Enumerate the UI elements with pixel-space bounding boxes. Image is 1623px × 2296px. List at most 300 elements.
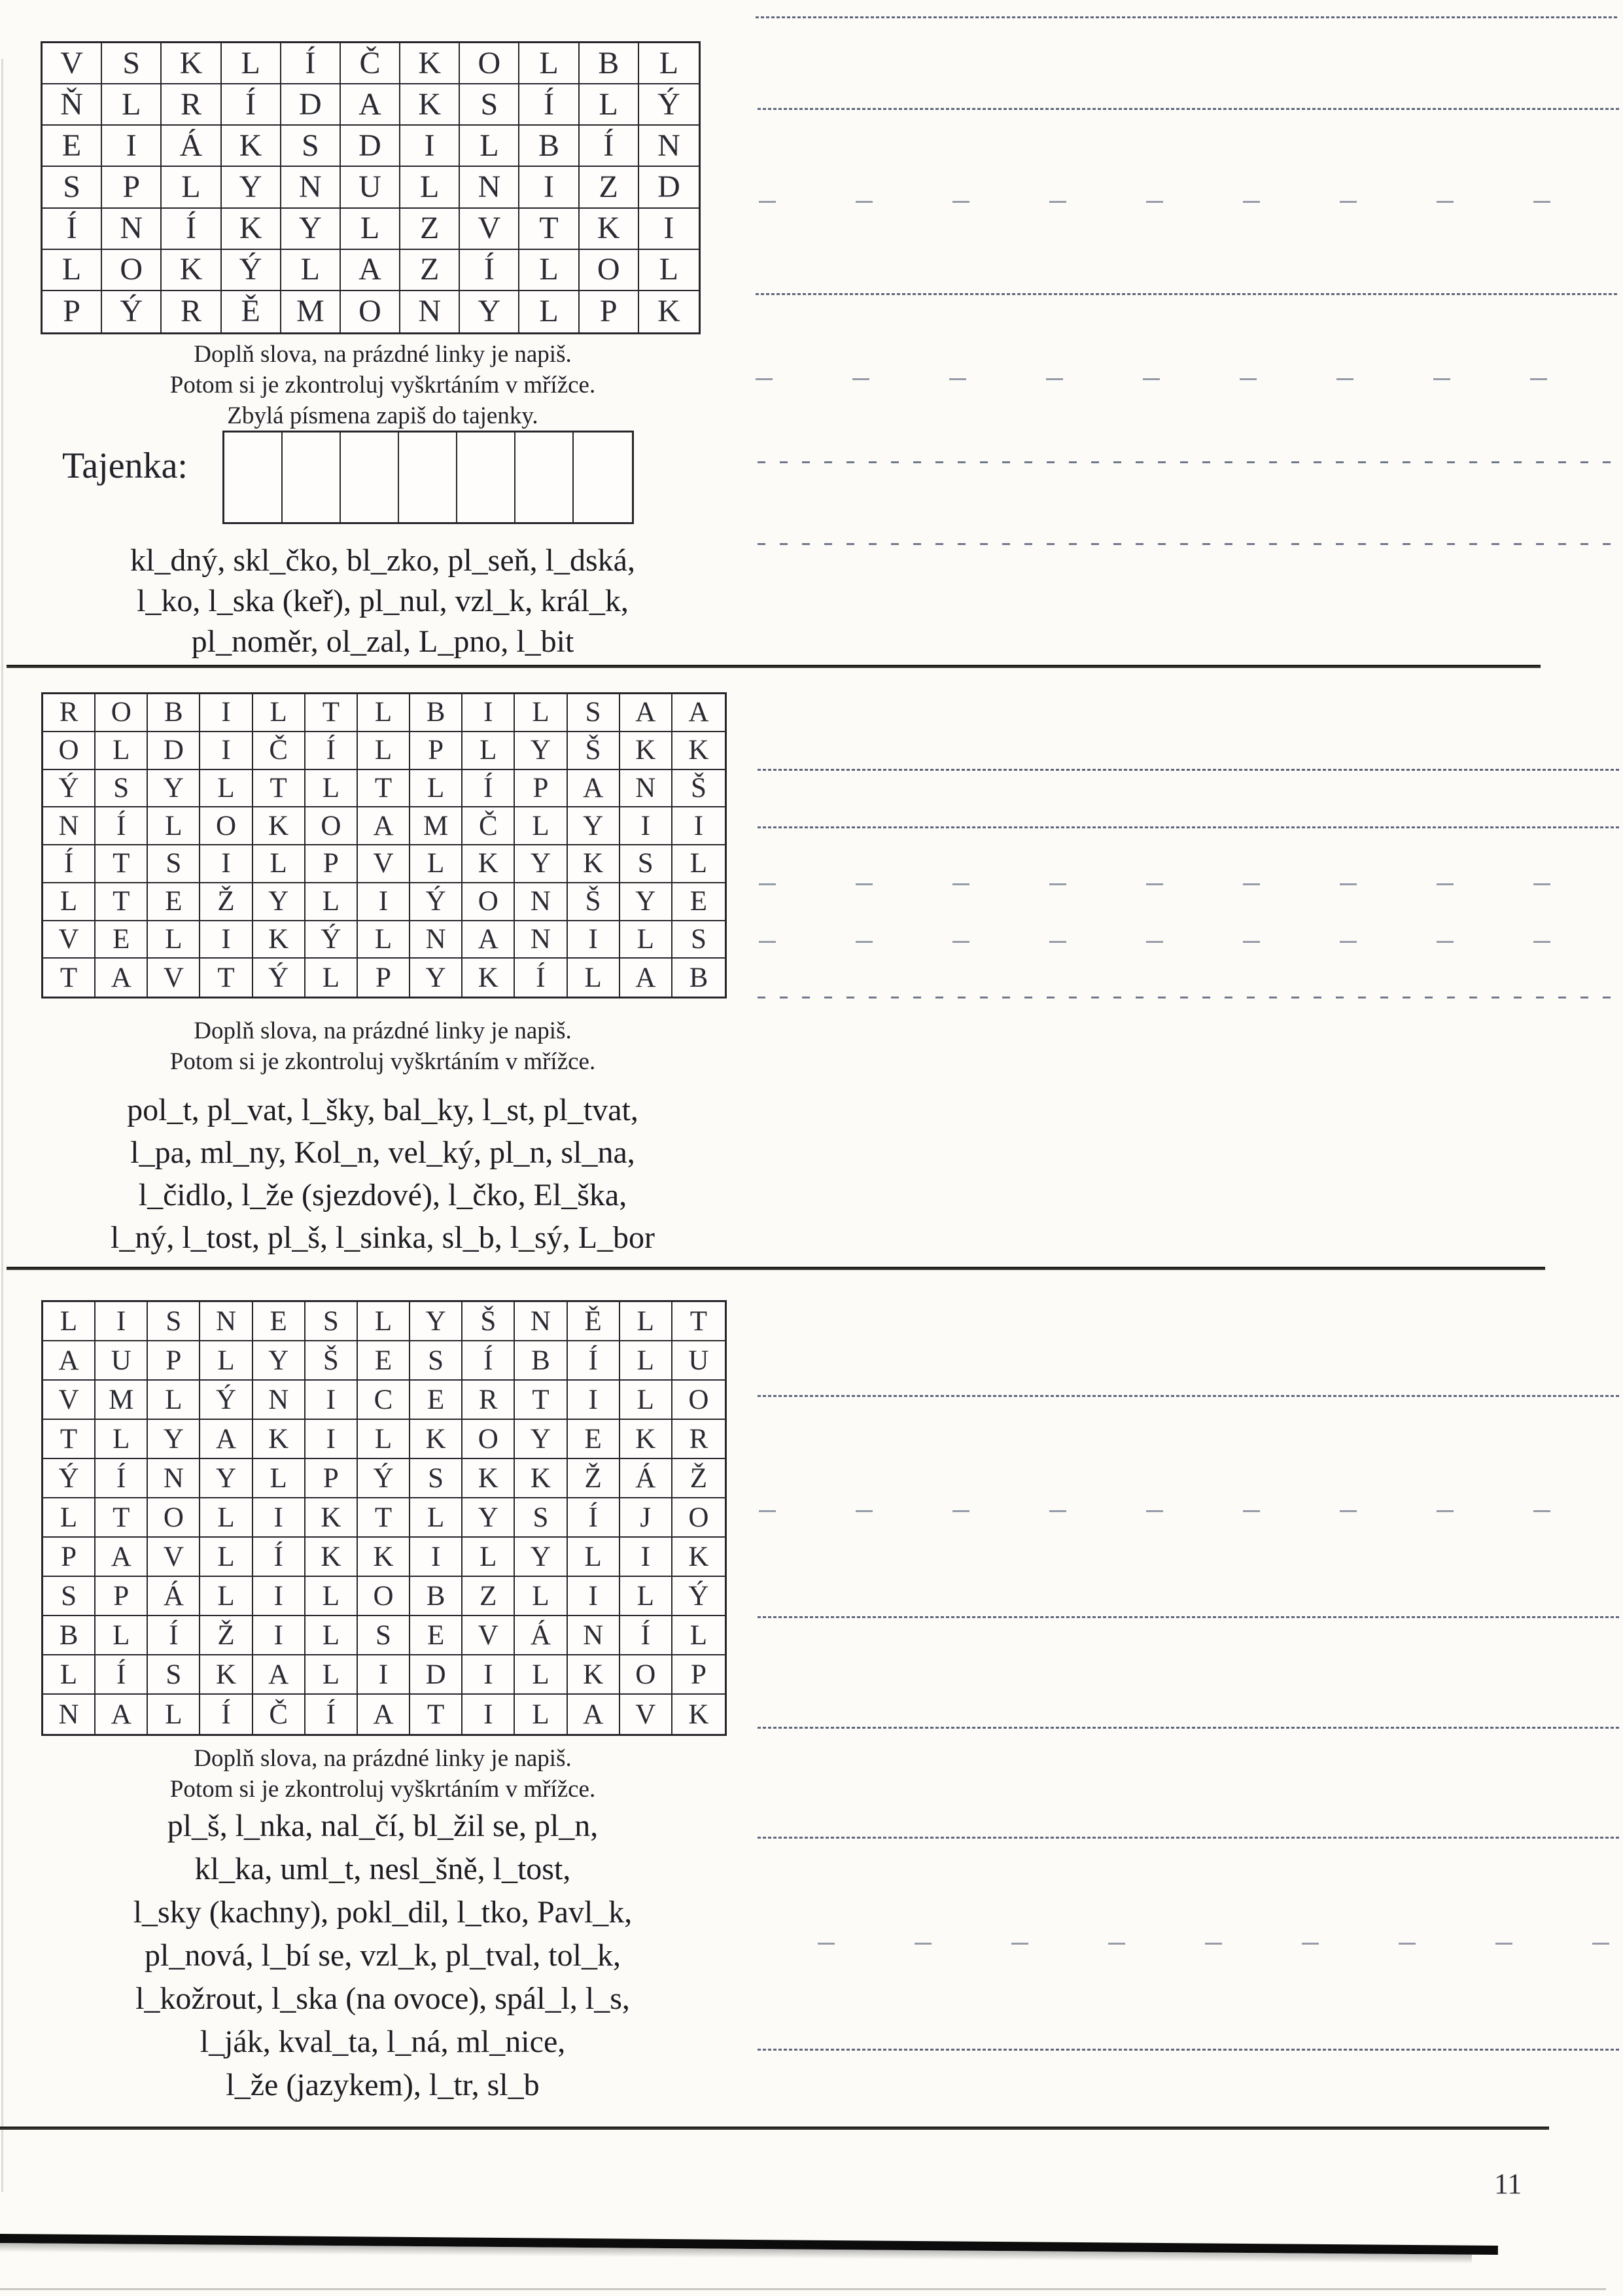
ruled-line — [758, 1727, 1621, 1729]
grid-cell: Á — [515, 1616, 567, 1655]
grid-cell: S — [358, 1616, 410, 1655]
grid-cell: K — [620, 732, 672, 770]
grid-cell: A — [341, 84, 400, 126]
grid-cell: V — [43, 921, 96, 959]
word-list-3 — [20, 1805, 746, 2107]
grid-cell: T — [43, 1420, 96, 1459]
grid-cell: L — [200, 1498, 253, 1538]
grid-cell: I — [200, 732, 253, 770]
grid-cell: L — [96, 1420, 148, 1459]
grid-cell: I — [568, 921, 620, 959]
instruction-line: Doplň slova, na prázdné linky je napiš. — [194, 1017, 572, 1044]
grid-cell: Í — [96, 1459, 148, 1498]
grid-cell: Ý — [43, 1459, 96, 1498]
word-list-line: kl_dný, skl_čko, bl_zko, pl_seň, l_dská, — [130, 543, 635, 578]
grid-cell: Y — [462, 1498, 515, 1538]
grid-cell: Č — [462, 807, 515, 845]
grid-cell: I — [358, 883, 410, 921]
grid-cell: T — [43, 959, 96, 997]
grid-cell: N — [410, 921, 462, 959]
grid-cell: L — [410, 845, 462, 883]
grid-cell: S — [148, 1655, 200, 1695]
grid-cell: L — [341, 209, 400, 250]
grid-cell: S — [43, 1577, 96, 1616]
grid-cell: L — [515, 1695, 567, 1734]
grid-cell: J — [620, 1498, 672, 1538]
grid-cell: A — [358, 1695, 410, 1734]
grid-cell: Í — [305, 732, 358, 770]
grid-cell: Í — [519, 84, 579, 126]
grid-cell: L — [281, 250, 341, 291]
grid-cell: A — [568, 1695, 620, 1734]
grid-cell: Ý — [410, 883, 462, 921]
grid-cell: P — [96, 1577, 148, 1616]
grid-cell: K — [688, 1699, 709, 1730]
word-list-line: l_ko, l_ska (keř), pl_nul, vzl_k, král_k, — [137, 584, 629, 618]
tajenka-cell — [457, 433, 515, 522]
grid-cell: L — [519, 250, 579, 291]
grid-cell: Í — [148, 1616, 200, 1655]
grid-cell: T — [305, 694, 358, 732]
grid-cell: L — [620, 1302, 672, 1341]
grid-cell: O — [200, 807, 253, 845]
grid-cell: O — [102, 250, 162, 291]
grid-cell: R — [43, 694, 96, 732]
grid-cell: V — [148, 1538, 200, 1577]
grid-cell: K — [568, 1655, 620, 1695]
grid-cell: L — [305, 883, 358, 921]
grid-cell: I — [102, 126, 162, 167]
grid-cell: I — [200, 694, 253, 732]
instruction-line: Potom si je zkontroluj vyškrtáním v mřížce. — [169, 1776, 596, 1803]
grid-cell: Š — [305, 1341, 358, 1381]
grid-cell: Ý — [102, 291, 162, 332]
grid-cell: N — [400, 291, 460, 332]
grid-cell: L — [200, 1577, 253, 1616]
grid-cell: Ý — [672, 1577, 725, 1616]
grid-cell: N — [568, 1616, 620, 1655]
grid-cell: T — [358, 770, 410, 808]
grid-cell: L — [620, 1381, 672, 1420]
grid-cell: L — [43, 1498, 96, 1538]
grid-cell: K — [222, 209, 281, 250]
grid-cell: L — [400, 167, 460, 208]
grid-cell: P — [43, 291, 102, 332]
grid-cell: I — [400, 126, 460, 167]
grid-cell: Í — [568, 1498, 620, 1538]
grid-cell: N — [515, 883, 567, 921]
grid-cell: S — [281, 126, 341, 167]
ruled-line — [758, 108, 1621, 110]
ruled-line — [758, 826, 1621, 828]
grid-cell: O — [358, 1577, 410, 1616]
grid-cell: S — [305, 1302, 358, 1341]
grid-cell: V — [148, 959, 200, 997]
grid-cell: V — [358, 845, 410, 883]
grid-cell: I — [305, 1381, 358, 1420]
grid-cell: Í — [460, 250, 519, 291]
instruction-line: Doplň slova, na prázdné linky je napiš. — [194, 1745, 572, 1772]
grid-cell: S — [620, 845, 672, 883]
grid-cell: Z — [580, 167, 639, 208]
ruled-line — [758, 1395, 1621, 1397]
grid-cell: T — [410, 1695, 462, 1734]
ruled-line — [759, 883, 1616, 885]
grid-cell: E — [43, 126, 102, 167]
grid-cell: S — [148, 1302, 200, 1341]
grid-cell: L — [410, 1498, 462, 1538]
grid-cell: Ý — [305, 921, 358, 959]
word-list-line: l_čidlo, l_že (sjezdové), l_čko, El_ška, — [138, 1178, 627, 1212]
grid-cell: Ý — [43, 770, 96, 808]
grid-cell: Í — [96, 807, 148, 845]
grid-cell: N — [460, 167, 519, 208]
grid-cell: D — [639, 167, 699, 208]
grid-cell: K — [400, 84, 460, 126]
grid-cell: M — [410, 807, 462, 845]
grid-cell: L — [43, 1302, 96, 1341]
grid-cell: L — [410, 770, 462, 808]
grid-cell: I — [358, 1655, 410, 1695]
grid-cell: L — [96, 732, 148, 770]
grid-cell: K — [358, 1538, 410, 1577]
grid-cell: Y — [568, 807, 620, 845]
grid-cell: N — [281, 167, 341, 208]
grid-cell: L — [305, 959, 358, 997]
grid-cell: N — [43, 807, 96, 845]
word-list-line: kl_ka, uml_t, nesl_šně, l_tost, — [194, 1852, 571, 1886]
grid-cell: L — [358, 1420, 410, 1459]
grid-cell: Í — [43, 209, 102, 250]
grid-cell: D — [341, 126, 400, 167]
grid-cell: T — [515, 1381, 567, 1420]
grid-cell: N — [515, 921, 567, 959]
grid-cell: L — [253, 694, 305, 732]
grid-cell: Á — [148, 1577, 200, 1616]
grid-cell: Í — [253, 1538, 305, 1577]
grid-cell: Y — [253, 883, 305, 921]
grid-cell: Y — [410, 959, 462, 997]
grid-cell: S — [410, 1341, 462, 1381]
grid-cell: Y — [148, 770, 200, 808]
grid-cell: P — [148, 1341, 200, 1381]
grid-cell: O — [620, 1655, 672, 1695]
grid-cell: O — [341, 291, 400, 332]
word-list-line: l_kožrout, l_ska (na ovoce), spál_l, l_s, — [135, 1981, 630, 2016]
grid-cell: Y — [253, 1341, 305, 1381]
grid-cell: Í — [462, 770, 515, 808]
grid-cell: K — [620, 1420, 672, 1459]
ruled-line — [759, 201, 1616, 203]
grid-cell: B — [580, 43, 639, 84]
grid-cell: Y — [515, 1538, 567, 1577]
grid-cell: U — [341, 167, 400, 208]
grid-cell: Á — [620, 1459, 672, 1498]
grid-cell: A — [358, 807, 410, 845]
section-divider — [0, 2127, 1549, 2130]
tajenka-cell — [574, 433, 632, 522]
grid-cell: I — [568, 1577, 620, 1616]
grid-cell: L — [305, 1655, 358, 1695]
grid-cell: I — [200, 921, 253, 959]
grid-cell: S — [410, 1459, 462, 1498]
grid-cell: L — [568, 1538, 620, 1577]
grid-cell: V — [43, 43, 102, 84]
grid-cell: Š — [568, 732, 620, 770]
grid-cell: L — [305, 1577, 358, 1616]
word-list-line: pl_š, l_nka, nal_čí, bl_žil se, pl_n, — [167, 1809, 599, 1843]
grid-cell: R — [162, 84, 221, 126]
grid-cell: M — [96, 1381, 148, 1420]
grid-cell: T — [672, 1302, 725, 1341]
grid-cell: A — [43, 1341, 96, 1381]
grid-cell: E — [672, 883, 725, 921]
grid-cell: L — [358, 921, 410, 959]
word-list-line: l_že (jazykem), l_tr, sl_b — [226, 2068, 540, 2102]
grid-cell: S — [672, 921, 725, 959]
section-divider — [7, 1267, 1545, 1270]
grid-cell: L — [358, 732, 410, 770]
grid-cell: L — [358, 1302, 410, 1341]
grid-cell: Í — [200, 1695, 253, 1734]
grid-cell: T — [96, 1498, 148, 1538]
grid-cell: L — [253, 845, 305, 883]
grid-cell: L — [519, 291, 579, 332]
letter-grid-3 — [41, 1300, 727, 1736]
grid-cell: L — [43, 883, 96, 921]
grid-cell: L — [620, 1577, 672, 1616]
grid-cell: L — [462, 732, 515, 770]
grid-cell: I — [568, 1381, 620, 1420]
grid-cell: S — [43, 167, 102, 208]
grid-cell: S — [515, 1498, 567, 1538]
grid-cell: K — [253, 921, 305, 959]
grid-cell: Y — [460, 291, 519, 332]
grid-cell: N — [43, 1695, 96, 1734]
word-list-line: l_ný, l_tost, pl_š, l_sinka, sl_b, l_sý, L_bor — [110, 1220, 655, 1255]
grid-cell: Á — [162, 126, 221, 167]
grid-cell: O — [148, 1498, 200, 1538]
grid-cell: K — [410, 1420, 462, 1459]
grid-cell: Z — [462, 1577, 515, 1616]
grid-cell: K — [162, 43, 221, 84]
grid-cell: N — [102, 209, 162, 250]
grid-cell: Í — [96, 1655, 148, 1695]
grid-cell: Í — [580, 126, 639, 167]
grid-cell: P — [305, 1459, 358, 1498]
tajenka-cell — [399, 433, 457, 522]
section-divider — [7, 665, 1541, 668]
grid-cell: Č — [341, 43, 400, 84]
grid-cell: Č — [253, 732, 305, 770]
ruled-line — [758, 1837, 1621, 1839]
ruled-line — [759, 941, 1616, 943]
grid-cell: B — [689, 962, 708, 993]
grid-cell: I — [620, 807, 672, 845]
grid-cell: Y — [200, 1459, 253, 1498]
grid-cell: L — [639, 250, 699, 291]
grid-cell: P — [410, 732, 462, 770]
grid-cell: E — [568, 1420, 620, 1459]
grid-cell: T — [253, 770, 305, 808]
tajenka-cell — [224, 433, 283, 522]
grid-cell: I — [462, 1655, 515, 1695]
grid-cell: K — [568, 845, 620, 883]
grid-cell: L — [515, 694, 567, 732]
word-list-line: l_sky (kachny), pokl_dil, l_tko, Pavl_k, — [133, 1895, 633, 1930]
grid-cell: I — [96, 1302, 148, 1341]
grid-cell: K — [672, 732, 725, 770]
grid-cell: O — [305, 807, 358, 845]
grid-cell: L — [222, 43, 281, 84]
grid-cell: A — [96, 959, 148, 997]
grid-cell: Í — [43, 845, 96, 883]
grid-cell: L — [515, 1577, 567, 1616]
grid-cell: K — [305, 1498, 358, 1538]
grid-cell: L — [639, 43, 699, 84]
grid-cell: L — [200, 770, 253, 808]
grid-cell: A — [96, 1538, 148, 1577]
tajenka-box — [222, 431, 634, 524]
grid-cell: O — [672, 1498, 725, 1538]
ruled-line — [756, 16, 1617, 18]
grid-cell: Y — [281, 209, 341, 250]
grid-cell: L — [515, 1655, 567, 1695]
grid-cell: Í — [281, 43, 341, 84]
grid-cell: Í — [620, 1616, 672, 1655]
grid-cell: Ý — [253, 959, 305, 997]
grid-cell: L — [200, 1341, 253, 1381]
grid-cell: L — [515, 807, 567, 845]
grid-cell: V — [460, 209, 519, 250]
letter-grid-2 — [41, 692, 727, 998]
grid-cell: L — [148, 1695, 200, 1734]
grid-cell: K — [253, 1420, 305, 1459]
grid-cell: I — [519, 167, 579, 208]
grid-cell: S — [148, 845, 200, 883]
grid-cell: P — [43, 1538, 96, 1577]
grid-cell: E — [410, 1381, 462, 1420]
instruction-line: Potom si je zkontroluj vyškrtáním v mřížce. — [169, 1048, 596, 1075]
letter-grid-1 — [41, 41, 701, 334]
grid-cell: O — [580, 250, 639, 291]
grid-cell: S — [460, 84, 519, 126]
grid-cell: L — [620, 921, 672, 959]
ruled-line — [758, 997, 1621, 998]
grid-cell: I — [200, 845, 253, 883]
grid-cell: Y — [148, 1420, 200, 1459]
grid-cell: A — [620, 694, 672, 732]
grid-cell: V — [462, 1616, 515, 1655]
grid-cell: L — [580, 84, 639, 126]
grid-cell: Í — [305, 1695, 358, 1734]
grid-cell: Y — [515, 1420, 567, 1459]
grid-cell: M — [281, 291, 341, 332]
grid-cell: A — [341, 250, 400, 291]
grid-cell: I — [462, 1695, 515, 1734]
grid-cell: V — [43, 1381, 96, 1420]
grid-cell: I — [253, 1577, 305, 1616]
grid-cell: U — [672, 1341, 725, 1381]
grid-cell: Ž — [200, 883, 253, 921]
grid-cell: L — [148, 807, 200, 845]
grid-cell: A — [96, 1695, 148, 1734]
grid-cell: T — [96, 883, 148, 921]
grid-cell: E — [253, 1302, 305, 1341]
grid-cell: L — [43, 1655, 96, 1695]
grid-cell: Č — [253, 1695, 305, 1734]
grid-cell: K — [515, 1459, 567, 1498]
grid-cell: P — [102, 167, 162, 208]
grid-cell: B — [410, 694, 462, 732]
grid-cell: O — [672, 1381, 725, 1420]
grid-cell: K — [162, 250, 221, 291]
grid-cell: P — [305, 845, 358, 883]
grid-cell: Y — [515, 732, 567, 770]
grid-cell: N — [148, 1459, 200, 1498]
word-list-line: l_pa, ml_ny, Kol_n, vel_ký, pl_n, sl_na, — [130, 1135, 635, 1170]
grid-cell: Ň — [43, 84, 102, 126]
word-list-1 — [20, 540, 746, 662]
grid-cell: I — [410, 1538, 462, 1577]
grid-cell: B — [43, 1616, 96, 1655]
grid-cell: A — [462, 921, 515, 959]
grid-cell: L — [460, 126, 519, 167]
ruled-line — [756, 293, 1617, 295]
grid-cell: R — [672, 1420, 725, 1459]
grid-cell: L — [253, 1459, 305, 1498]
instructions-2 — [26, 1016, 739, 1077]
page-number: 11 — [1494, 2168, 1522, 2200]
grid-cell: Š — [672, 770, 725, 808]
grid-cell: Ě — [222, 291, 281, 332]
grid-cell: E — [410, 1616, 462, 1655]
grid-cell: Ě — [568, 1302, 620, 1341]
grid-cell: R — [462, 1381, 515, 1420]
grid-cell: O — [462, 1420, 515, 1459]
word-list-line: l_ják, kval_ta, l_ná, ml_nice, — [200, 2024, 566, 2059]
grid-cell: I — [462, 694, 515, 732]
grid-cell: Z — [400, 250, 460, 291]
word-list-2 — [20, 1089, 746, 1259]
grid-cell: L — [620, 1341, 672, 1381]
grid-cell: R — [162, 291, 221, 332]
grid-cell: K — [657, 294, 680, 329]
grid-cell: Ž — [200, 1616, 253, 1655]
grid-cell: D — [410, 1655, 462, 1695]
instruction-line: Potom si je zkontroluj vyškrtáním v mřížce. — [169, 372, 596, 398]
tajenka-label: Tajenka: — [62, 446, 188, 486]
grid-cell: Z — [400, 209, 460, 250]
grid-cell: I — [672, 807, 725, 845]
grid-cell: A — [253, 1655, 305, 1695]
grid-cell: L — [96, 1616, 148, 1655]
ruled-line — [758, 2049, 1621, 2051]
grid-cell: L — [102, 84, 162, 126]
grid-cell: S — [102, 43, 162, 84]
grid-cell: Ž — [672, 1459, 725, 1498]
grid-cell: P — [672, 1655, 725, 1695]
grid-cell: I — [620, 1538, 672, 1577]
grid-cell: B — [519, 126, 579, 167]
grid-cell: K — [672, 1538, 725, 1577]
grid-cell: K — [462, 1459, 515, 1498]
grid-cell: L — [148, 921, 200, 959]
word-list-line: pl_noměr, ol_zal, L_pno, l_bit — [191, 624, 574, 659]
grid-cell: L — [672, 1616, 725, 1655]
grid-cell: L — [358, 694, 410, 732]
grid-cell: Y — [410, 1302, 462, 1341]
